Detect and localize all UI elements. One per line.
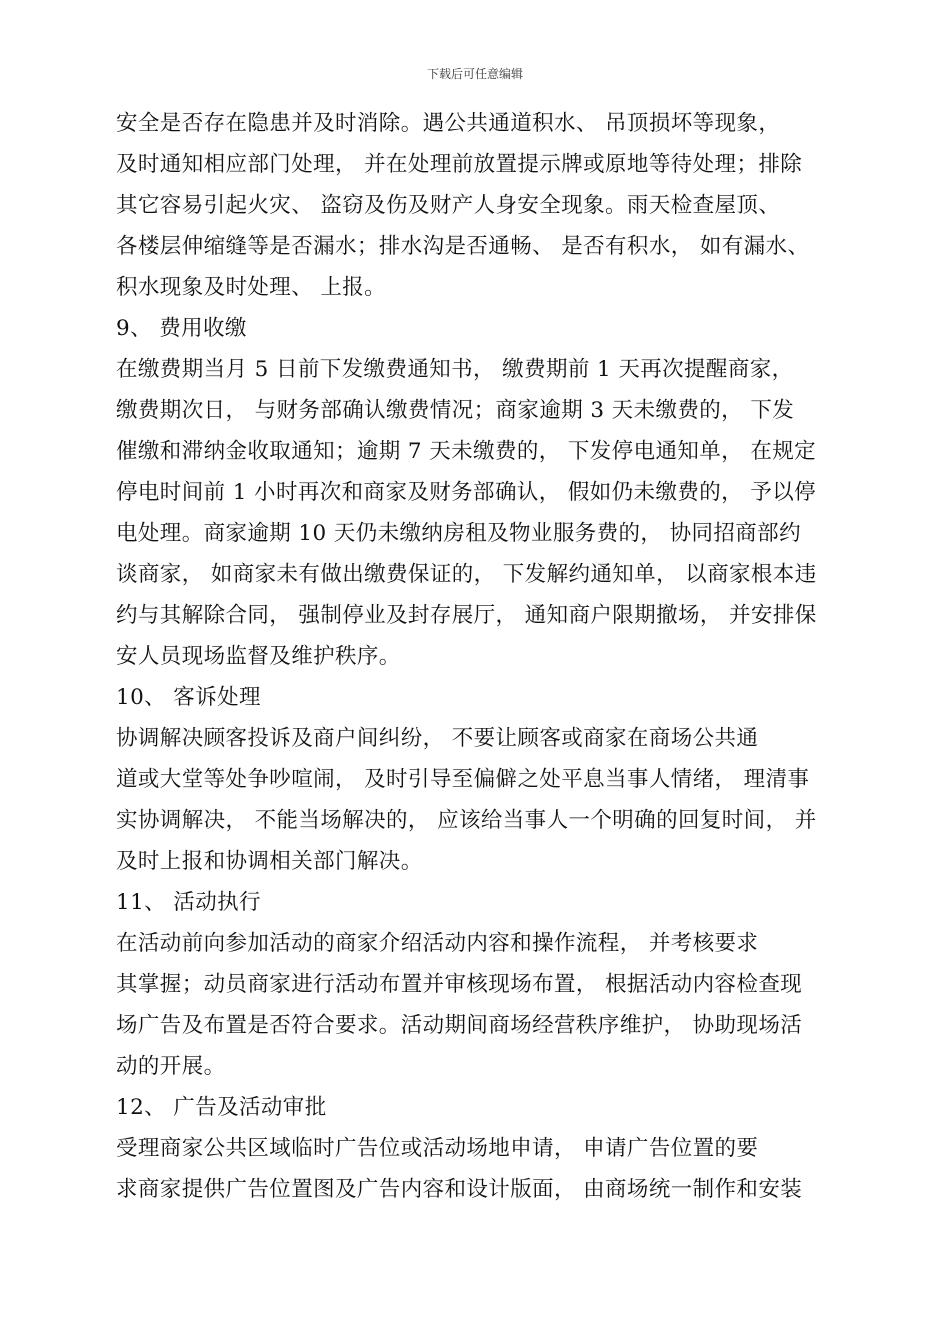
text-line: 催缴和滞纳金收取通知；逾期 7 天未缴费的， 下发停电通知单， 在规定 [116, 439, 817, 464]
text-line: 协调解决顾客投诉及商户间纠纷， 不要让顾客或商家在商场公共通 [116, 726, 759, 751]
text-line: 场广告及布置是否符合要求。活动期间商场经营秩序维护， 协助现场活 [116, 1013, 803, 1038]
section-heading: 9、 费用收缴 [116, 316, 247, 341]
text-line: 其它容易引起火灾、 盗窃及伤及财产人身安全现象。雨天检查屋顶、 [116, 193, 781, 218]
text-line: 其掌握；动员商家进行活动布置并审核现场布置， 根据活动内容检查现 [116, 972, 803, 997]
text-line: 在缴费期当月 5 日前下发缴费通知书， 缴费期前 1 天再次提醒商家， [116, 357, 794, 382]
text-line: 道或大堂等处争吵喧闹， 及时引导至偏僻之处平息当事人情绪， 理清事 [116, 767, 810, 792]
section-heading: 12、 广告及活动审批 [116, 1095, 327, 1120]
text-line: 安人员现场监督及维护秩序。 [116, 644, 401, 669]
text-line: 在活动前向参加活动的商家介绍活动内容和操作流程， 并考核要求 [116, 931, 759, 956]
text-line: 电处理。商家逾期 10 天仍未缴纳房租及物业服务费的， 协同招商部约 [116, 521, 801, 546]
text-line: 缴费期次日， 与财务部确认缴费情况；商家逾期 3 天未缴费的， 下发 [116, 398, 795, 423]
section-heading: 11、 活动执行 [116, 890, 261, 915]
text-line: 求商家提供广告位置图及广告内容和设计版面， 由商场统一制作和安装 [116, 1177, 803, 1202]
text-line: 动的开展。 [116, 1054, 226, 1079]
text-line: 停电时间前 1 小时再次和商家及财务部确认， 假如仍未缴费的， 予以停 [116, 480, 817, 505]
text-line: 受理商家公共区域临时广告位或活动场地申请， 申请广告位置的要 [116, 1136, 759, 1161]
text-line: 各楼层伸缩缝等是否漏水；排水沟是否通畅、 是否有积水， 如有漏水、 [116, 234, 810, 259]
text-line: 及时通知相应部门处理， 并在处理前放置提示牌或原地等待处理；排除 [116, 152, 803, 177]
text-line: 及时上报和协调相关部门解决。 [116, 849, 423, 874]
text-line: 积水现象及时处理、 上报。 [116, 275, 387, 300]
page-header: 下载后可任意编辑 [426, 67, 523, 81]
text-line: 实协调解决， 不能当场解决的， 应该给当事人一个明确的回复时间， 并 [116, 808, 817, 833]
text-line: 谈商家， 如商家未有做出缴费保证的， 下发解约通知单， 以商家根本违 [116, 562, 817, 587]
text-line: 安全是否存在隐患并及时消除。遇公共通道积水、 吊顶损坏等现象， [116, 111, 781, 136]
text-line: 约与其解除合同， 强制停业及封存展厅， 通知商户限期撤场， 并安排保 [116, 603, 817, 628]
section-heading: 10、 客诉处理 [116, 685, 261, 710]
